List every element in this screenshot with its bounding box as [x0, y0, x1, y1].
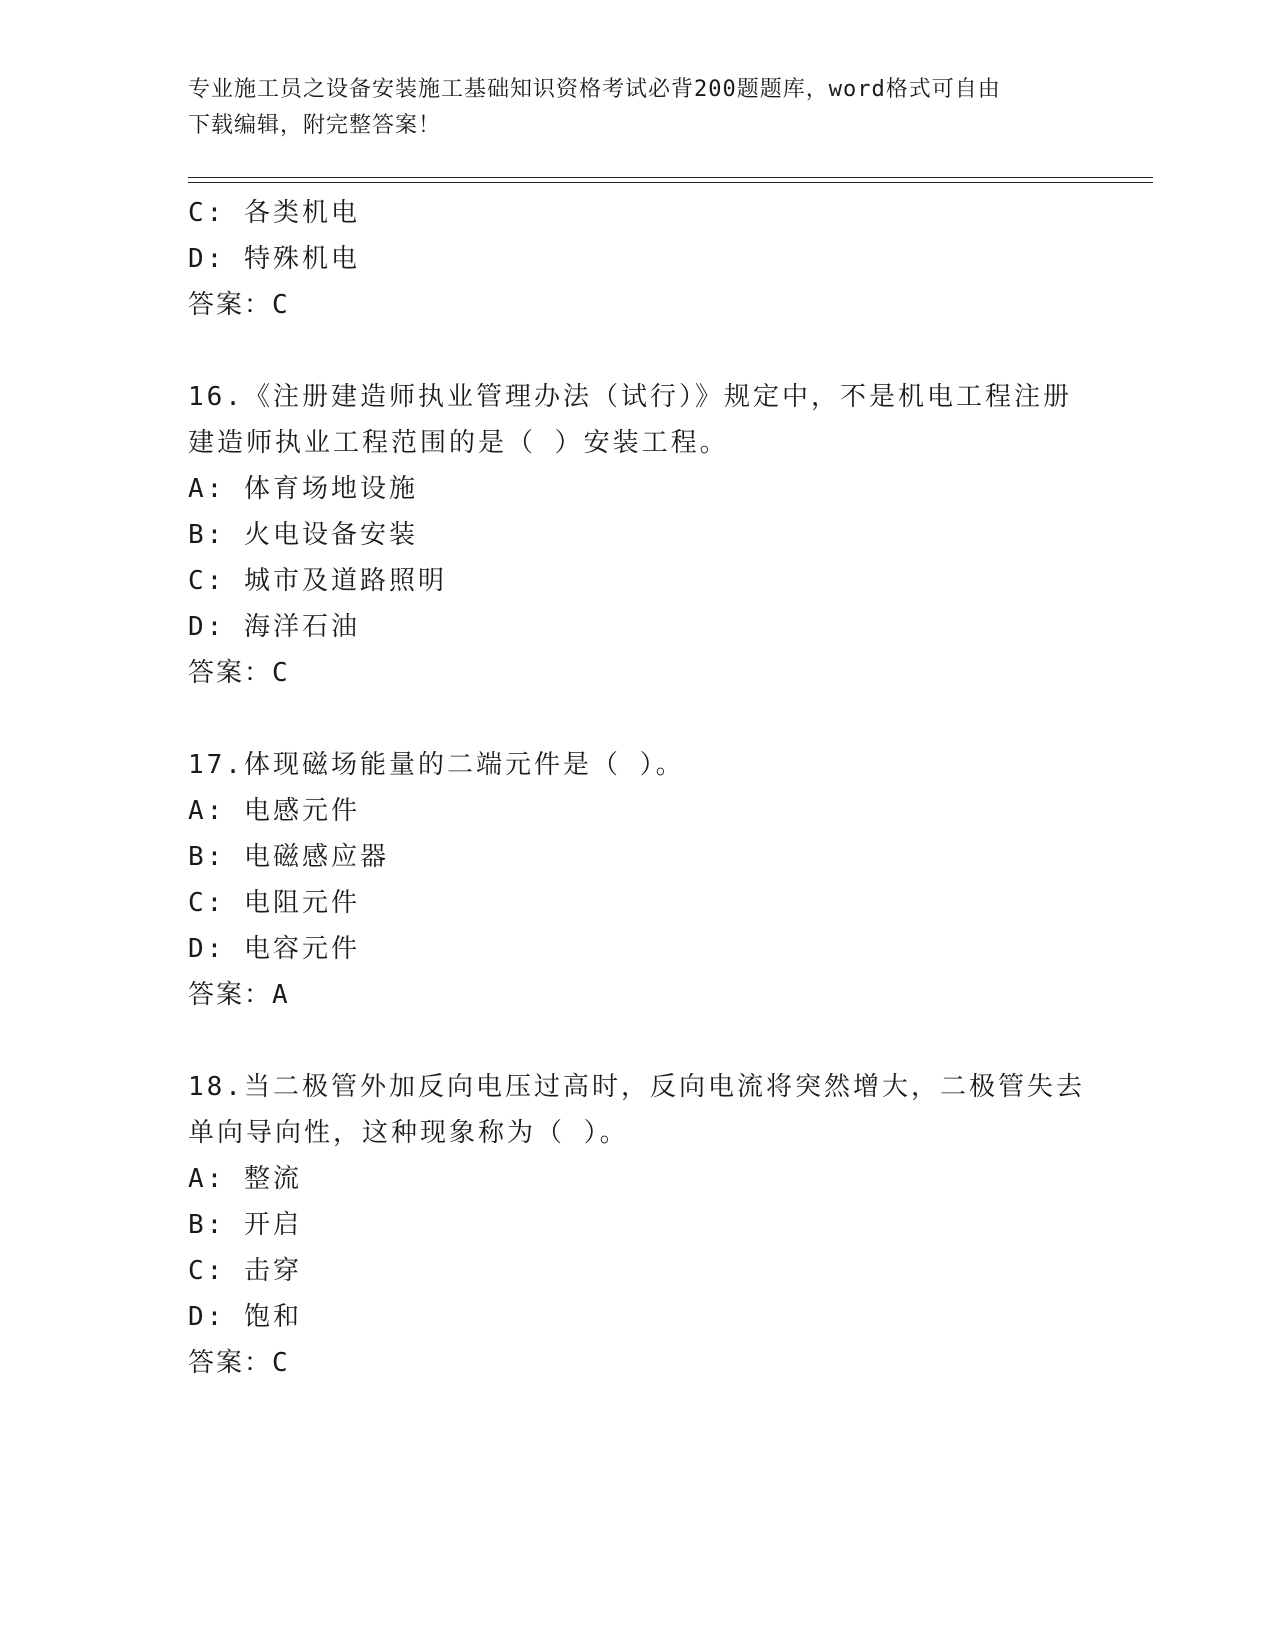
- option-c: C: 城市及道路照明: [188, 566, 447, 596]
- header-divider-top: [188, 177, 1153, 178]
- question-block-17: [188, 742, 1088, 1018]
- question-text: 16.《注册建造师执业管理办法（试行）》规定中，不是机电工程注册: [188, 382, 1072, 412]
- spacer: [188, 328, 1088, 374]
- header-divider-bottom: [188, 182, 1153, 183]
- option-c: C: 击穿: [188, 1256, 302, 1286]
- document-header: [188, 72, 1088, 144]
- question-text: 17.体现磁场能量的二端元件是（ ）。: [188, 750, 685, 780]
- option-a: A: 电感元件: [188, 796, 360, 826]
- answer-line: 答案：C: [188, 658, 290, 688]
- answer-line: 答案：C: [188, 1348, 290, 1378]
- option-b: B: 电磁感应器: [188, 842, 389, 872]
- question-block-18: [188, 1064, 1088, 1386]
- option-d: D: 特殊机电: [188, 244, 360, 274]
- answer-line: 答案：A: [188, 980, 290, 1010]
- header-title-line-2: 下载编辑，附完整答案！: [188, 113, 442, 138]
- option-c: C: 电阻元件: [188, 888, 360, 918]
- question-block-continued: [188, 190, 1088, 328]
- question-text: 18.当二极管外加反向电压过高时，反向电流将突然增大，二极管失去: [188, 1072, 1085, 1102]
- question-text-continued: 单向导向性，这种现象称为（ ）。: [188, 1118, 629, 1148]
- option-a: A: 整流: [188, 1164, 302, 1194]
- answer-line: 答案：C: [188, 290, 290, 320]
- option-b: B: 开启: [188, 1210, 302, 1240]
- header-title-line-1: 专业施工员之设备安装施工基础知识资格考试必背200题题库，word格式可自由: [188, 77, 1001, 102]
- option-d: D: 海洋石油: [188, 612, 360, 642]
- question-block-16: [188, 374, 1088, 696]
- spacer: [188, 696, 1088, 742]
- option-c: C: 各类机电: [188, 198, 360, 228]
- spacer: [188, 1018, 1088, 1064]
- option-a: A: 体育场地设施: [188, 474, 418, 504]
- option-d: D: 饱和: [188, 1302, 302, 1332]
- option-d: D: 电容元件: [188, 934, 360, 964]
- option-b: B: 火电设备安装: [188, 520, 418, 550]
- question-list: [188, 190, 1088, 1386]
- question-text-continued: 建造师执业工程范围的是（ ）安装工程。: [188, 428, 729, 458]
